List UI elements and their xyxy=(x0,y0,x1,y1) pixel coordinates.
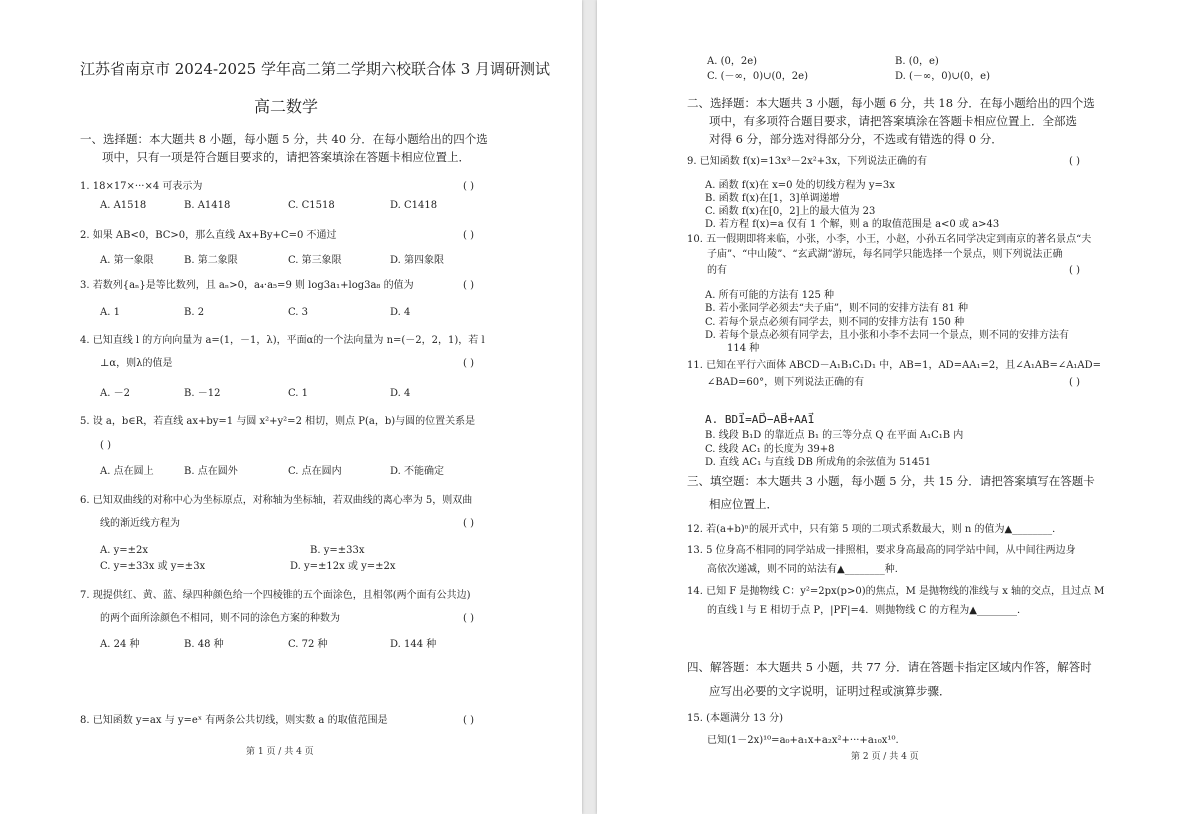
question-2-option-c: C. 第三象限 xyxy=(288,255,342,266)
question-15-heading: 15. (本题满分 13 分) xyxy=(687,713,783,724)
question-7-option-d: D. 144 种 xyxy=(390,639,437,650)
question-6-option-a: A. y=±2x xyxy=(100,545,148,556)
question-7-option-b: B. 48 种 xyxy=(184,639,224,650)
question-8-option-a: A. (0，2e) xyxy=(707,56,758,67)
question-12: 12. 若(a+b)ⁿ的展开式中，只有第 5 项的二项式系数最大，则 n 的值为▲________． xyxy=(687,524,1063,535)
question-8-answer-paren: ( ) xyxy=(463,715,474,726)
question-3-option-d: D. 4 xyxy=(390,307,411,318)
question-1-option-a: A. A1518 xyxy=(100,200,147,211)
question-6-stem-cont: 线的渐近线方程为 xyxy=(100,518,180,529)
subject-title: 高二数学 xyxy=(254,97,319,116)
question-7-stem-cont: 的两个面所涂颜色不相同，则不同的涂色方案的种数为 xyxy=(100,613,340,624)
question-5-option-a: A. 点在圆上 xyxy=(100,466,154,477)
question-9-option-a: A. 函数 f(x)在 x=0 处的切线方程为 y=3x xyxy=(705,180,895,191)
question-2-answer-paren: ( ) xyxy=(463,230,474,241)
question-14-cont: 的直线 l 与 E 相切于点 P，|PF|=4．则抛物线 C 的方程为▲________． xyxy=(707,605,1027,616)
question-13-cont: 高依次递减，则不同的站法有▲________种． xyxy=(707,564,905,575)
exam-title: 江苏省南京市 2024-2025 学年高二第二学期六校联合体 3 月调研测试 xyxy=(80,60,551,78)
question-1-answer-paren: ( ) xyxy=(463,181,474,192)
section-3-heading-cont: 相应位置上． xyxy=(709,497,778,511)
question-6-option-d: D. y=±12x 或 y=±2x xyxy=(290,561,396,572)
section-4-heading-cont: 应写出必要的文字说明，证明过程或演算步骤． xyxy=(709,684,951,698)
question-11-option-d: D. 直线 AC₁ 与直线 DB 所成角的余弦值为 51451 xyxy=(705,457,931,468)
question-4-option-a: A. －2 xyxy=(100,388,130,399)
question-1-option-b: B. A1418 xyxy=(184,200,231,211)
question-6-option-c: C. y=±33x 或 y=±3x xyxy=(100,561,206,572)
question-4-option-b: B. －12 xyxy=(184,388,221,399)
question-4-stem: 4. 已知直线 l 的方向向量为 a=(1，－1，λ)，平面α的一个法向量为 n=(－2，2，1)，若 l xyxy=(80,335,485,346)
section-1-heading-cont: 项中，只有一项是符合题目要求的，请把答案填涂在答题卡相应位置上． xyxy=(102,150,470,164)
question-10-option-a: A. 所有可能的方法有 125 种 xyxy=(705,290,835,301)
question-4-answer-paren: ( ) xyxy=(463,358,474,369)
question-3-option-c: C. 3 xyxy=(288,307,309,318)
page-1-footer: 第 1 页 / 共 4 页 xyxy=(246,747,314,757)
page-2 xyxy=(597,0,1186,814)
question-11-option-a: A. BD1⃗=AD⃗−AB⃗+AA1⃗ xyxy=(705,413,815,426)
question-14: 14. 已知 F 是抛物线 C：y²=2px(p>0)的焦点，M 是抛物线的准线与 x 轴的交点，且过点 M xyxy=(687,586,1105,597)
question-4-stem-cont: ⊥α，则λ的值是 xyxy=(100,358,173,369)
question-10-stem-cont-1: 子庙”、“中山陵”、“玄武湖”游玩，每名同学只能选择一个景点，则下列说法正确 xyxy=(707,249,1063,260)
question-5-option-c: C. 点在圆内 xyxy=(288,466,342,477)
page-2-footer: 第 2 页 / 共 4 页 xyxy=(851,752,919,762)
section-2-heading-cont-2: 对得 6 分，部分选对得部分分，不选或有错选的得 0 分． xyxy=(709,132,1003,146)
section-4-heading: 四、解答题：本大题共 5 小题，共 77 分．请在答题卡指定区域内作答，解答时 xyxy=(687,660,1092,674)
question-5-option-b: B. 点在圆外 xyxy=(184,466,238,477)
question-11-option-b: B. 线段 B₁D 的靠近点 B₁ 的三等分点 Q 在平面 A₁C₁B 内 xyxy=(705,430,964,441)
question-3-stem: 3. 若数列{aₙ}是等比数列，且 aₙ>0，a₄·a₅=9 则 log3a₁+log3a₈ 的值为 xyxy=(80,280,414,291)
question-9-option-b: B. 函数 f(x)在[1，3]单调递增 xyxy=(705,193,840,204)
question-11-answer-paren: ( ) xyxy=(1069,377,1080,388)
question-1-option-d: D. C1418 xyxy=(390,200,438,211)
question-5-option-d: D. 不能确定 xyxy=(390,466,445,477)
section-2-heading-cont-1: 项中，有多项符合题目要求，请把答案填涂在答题卡相应位置上．全部选 xyxy=(709,114,1077,128)
question-8-option-c: C. (－∞，0)∪(0，2e) xyxy=(707,71,808,82)
question-9-option-c: C. 函数 f(x)在[0，2]上的最大值为 23 xyxy=(705,206,876,217)
question-10-option-b: B. 若小张同学必须去“夫子庙”，则不同的安排方法有 81 种 xyxy=(705,303,969,314)
question-2-option-d: D. 第四象限 xyxy=(390,255,445,266)
question-11-stem: 11. 已知在平行六面体 ABCD－A₁B₁C₁D₁ 中，AB=1，AD=AA₁=2，且∠A₁AB=∠A₁AD= xyxy=(687,360,1102,371)
question-7-option-a: A. 24 种 xyxy=(100,639,140,650)
question-2-stem: 2. 如果 AB<0，BC>0，那么直线 Ax+By+C=0 不通过 xyxy=(80,230,337,241)
section-3-heading: 三、填空题：本大题共 3 小题，每小题 5 分，共 15 分．请把答案填写在答题卡 xyxy=(687,474,1095,488)
question-10-option-d-cont: 114 种 xyxy=(727,343,760,354)
question-10-option-c: C. 若每个景点必须有同学去，则不同的安排方法有 150 种 xyxy=(705,317,965,328)
question-3-option-b: B. 2 xyxy=(184,307,205,318)
question-7-answer-paren: ( ) xyxy=(463,613,474,624)
question-4-option-c: C. 1 xyxy=(288,388,309,399)
question-5-answer-paren: ( ) xyxy=(100,440,111,451)
question-6-stem: 6. 已知双曲线的对称中心为坐标原点，对称轴为坐标轴，若双曲线的离心率为 5，则双曲 xyxy=(80,495,473,506)
question-10-answer-paren: ( ) xyxy=(1069,265,1080,276)
question-9-option-d: D. 若方程 f(x)=a 仅有 1 个解，则 a 的取值范围是 a<0 或 a>43 xyxy=(705,219,1000,230)
question-11-option-c: C. 线段 AC₁ 的长度为 39+8 xyxy=(705,444,835,455)
question-9-answer-paren: ( ) xyxy=(1069,156,1080,167)
question-5-stem: 5. 设 a，b∈R，若直线 ax+by=1 与圆 x²+y²=2 相切，则点 P(a，b)与圆的位置关系是 xyxy=(80,416,476,427)
section-2-heading: 二、选择题：本大题共 3 小题，每小题 6 分，共 18 分．在每小题给出的四个选 xyxy=(687,96,1095,110)
question-2-option-b: B. 第二象限 xyxy=(184,255,238,266)
question-10-option-d: D. 若每个景点必须有同学去，且小张和小李不去同一个景点，则不同的安排方法有 xyxy=(705,330,1070,341)
question-3-option-a: A. 1 xyxy=(100,307,120,318)
page-1 xyxy=(0,0,582,814)
question-2-option-a: A. 第一象限 xyxy=(100,255,154,266)
question-8-option-b: B. (0，e) xyxy=(895,56,939,67)
question-8-option-d: D. (－∞，0)∪(0，e) xyxy=(895,71,990,82)
question-7-stem: 7. 现提供红、黄、蓝、绿四种颜色给一个四棱锥的五个面涂色，且相邻(两个面有公共边) xyxy=(80,590,471,601)
section-1-heading: 一、选择题：本大题共 8 小题，每小题 5 分，共 40 分．在每小题给出的四个选 xyxy=(80,132,488,146)
question-13: 13. 5 位身高不相同的同学站成一排照相，要求身高最高的同学站中间，从中间往两边身 xyxy=(687,545,1076,556)
question-3-answer-paren: ( ) xyxy=(463,280,474,291)
question-15-text: 已知(1－2x)¹⁰=a₀+a₁x+a₂x²+···+a₁₀x¹⁰. xyxy=(707,735,899,746)
question-9-stem: 9. 已知函数 f(x)=13x³－2x²+3x，下列说法正确的有 xyxy=(687,156,928,167)
question-11-stem-cont: ∠BAD=60°，则下列说法正确的有 xyxy=(707,377,865,388)
question-6-option-b: B. y=±33x xyxy=(310,545,365,556)
question-10-stem: 10. 五一假期即将来临，小张，小李，小王，小赵，小孙五名同学决定到南京的著名景点“夫 xyxy=(687,234,1092,245)
question-8-stem: 8. 已知函数 y=ax 与 y=eˣ 有两条公共切线，则实数 a 的取值范围是 xyxy=(80,715,388,726)
question-6-answer-paren: ( ) xyxy=(463,518,474,529)
question-1-option-c: C. C1518 xyxy=(288,200,335,211)
question-7-option-c: C. 72 种 xyxy=(288,639,328,650)
question-4-option-d: D. 4 xyxy=(390,388,411,399)
question-1-stem: 1. 18×17×···×4 可表示为 xyxy=(80,181,203,192)
question-10-stem-cont-2: 的有 xyxy=(707,265,727,276)
